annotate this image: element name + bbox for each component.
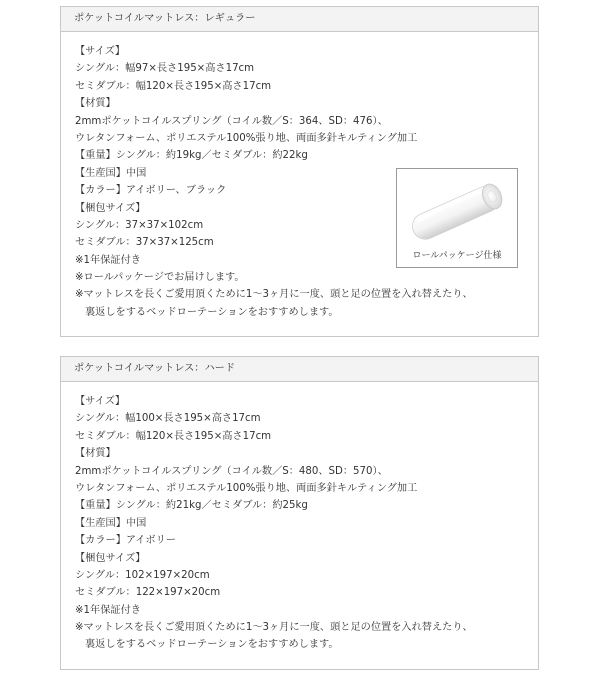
spec-line: 【重量】シングル：約21kg／セミダブル：約25kg (75, 500, 308, 512)
spec-line: セミダブル：122×197×20cm (75, 587, 221, 599)
spec-line: セミダブル：37×37×125cm (75, 237, 214, 249)
spec-line: ※マットレスを長くご愛用頂くために1～3ヶ月に一度、頭と足の位置を入れ替えたり、 (75, 289, 473, 301)
spec-line: 【カラー】アイボリー、ブラック (75, 185, 227, 197)
photo-caption: ロールパッケージ仕様 (412, 251, 502, 261)
spec-line: シングル：幅100×長さ195×高さ17cm (75, 413, 261, 425)
regular-panel-title: ポケットコイルマットレス：レギュラー (61, 7, 538, 32)
spec-line: ※ロールパッケージでお届けします。 (75, 272, 245, 284)
spec-line: ウレタンフォーム、ポリエステル100%張り地、両面多針キルティング加工 (75, 482, 418, 494)
spec-line: セミダブル：幅120×長さ195×高さ17cm (75, 80, 272, 92)
spec-line: 【重量】シングル：約19kg／セミダブル：約22kg (75, 150, 308, 162)
rolled-mattress-image (397, 169, 517, 249)
spec-line: 【生産国】中国 (75, 517, 147, 529)
spec-line: 【梱包サイズ】 (75, 552, 146, 564)
spec-line: ※マットレスを長くご愛用頂くために1～3ヶ月に一度、頭と足の位置を入れ替えたり、 (75, 622, 473, 634)
spec-line: ※1年保証付き (75, 254, 141, 266)
spec-line: 2mmポケットコイルスプリング（コイル数／S：480、SD：570）、 (75, 465, 388, 477)
spec-line: ウレタンフォーム、ポリエステル100%張り地、両面多針キルティング加工 (75, 132, 418, 144)
spec-line: 【梱包サイズ】 (75, 202, 146, 214)
spec-line: ※1年保証付き (75, 604, 141, 616)
spec-line: 【生産国】中国 (75, 167, 147, 179)
hard-spec-list (75, 393, 538, 654)
spec-line: 裏返しをするベッドローテーションをおすすめします。 (85, 639, 339, 651)
spec-line: シングル：102×197×20cm (75, 569, 210, 581)
spec-line: シングル：37×37×102cm (75, 219, 204, 231)
hard-panel-title: ポケットコイルマットレス：ハード (61, 357, 538, 382)
spec-line: シングル：幅97×長さ195×高さ17cm (75, 63, 255, 75)
spec-line: 【サイズ】 (75, 396, 126, 407)
spec-line: 2mmポケットコイルスプリング（コイル数／S：364、SD：476）、 (75, 115, 388, 127)
roll-package-photo (396, 168, 518, 268)
spec-line: セミダブル：幅120×長さ195×高さ17cm (75, 430, 272, 442)
spec-line: 【サイズ】 (75, 46, 126, 57)
spec-line: 裏返しをするベッドローテーションをおすすめします。 (85, 306, 339, 318)
spec-line: 【材質】 (75, 98, 116, 110)
spec-line: 【カラー】アイボリー (75, 535, 176, 547)
spec-line: 【材質】 (75, 448, 116, 460)
hard-spec-panel (60, 356, 539, 670)
